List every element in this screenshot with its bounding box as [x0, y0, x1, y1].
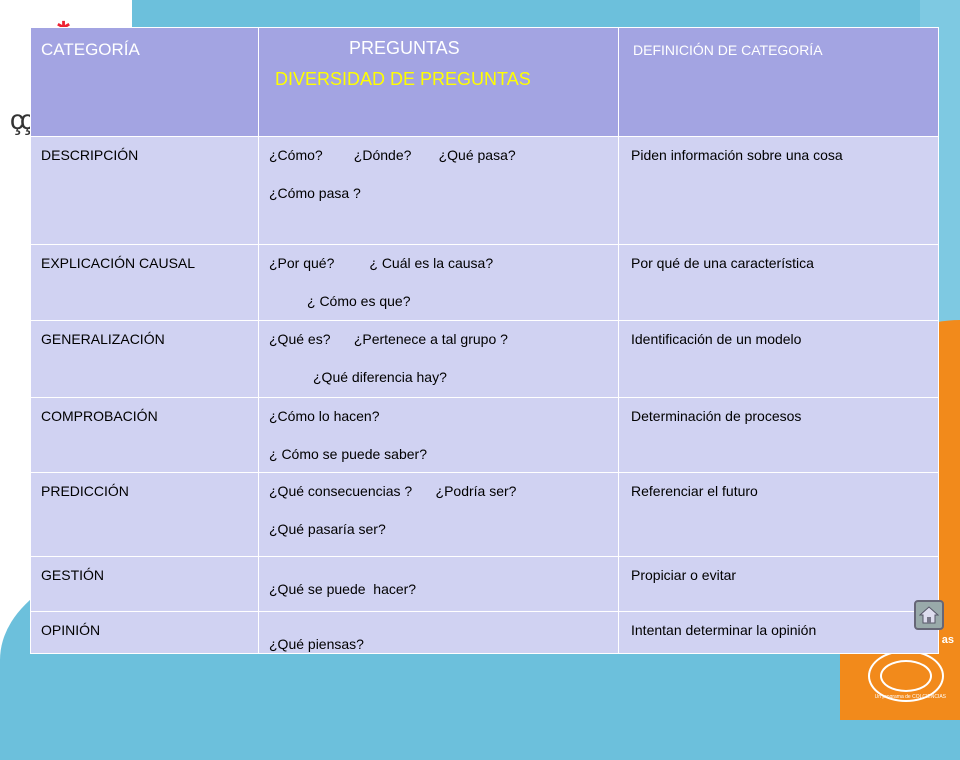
header-preguntas-title: PREGUNTAS — [349, 38, 460, 58]
row-preguntas — [259, 137, 619, 245]
row-definicion: Piden información sobre una cosa — [619, 137, 939, 245]
home-button[interactable] — [914, 600, 944, 630]
row-preguntas — [259, 245, 619, 321]
question-line-2: ¿Qué se puede hacer? — [269, 581, 417, 597]
table-row — [31, 473, 939, 557]
question-line-2: ¿Qué diferencia hay? — [313, 369, 447, 385]
row-preguntas — [259, 321, 619, 398]
header-categoria: CATEGORÍA — [31, 28, 259, 137]
header-preguntas — [259, 28, 619, 137]
row-preguntas — [259, 612, 619, 654]
logo-caption: Un programa de COLCIENCIAS — [874, 694, 946, 700]
question-line-2: ¿ Cómo es que? — [307, 293, 411, 309]
question-line-2: ¿ Cómo se puede saber? — [269, 446, 427, 462]
table-row — [31, 557, 939, 612]
header-definicion: DEFINICIÓN DE CATEGORÍA — [619, 28, 939, 137]
question-line-1: ¿Por qué? ¿ Cuál es la causa? — [269, 255, 494, 271]
row-definicion: Intentan determinar la opinión — [619, 612, 939, 654]
corner-text: as — [941, 634, 954, 646]
row-categoria: COMPROBACIÓN — [31, 398, 259, 473]
row-definicion: Por qué de una característica — [619, 245, 939, 321]
question-line-2: ¿Qué piensas? — [269, 636, 364, 652]
table-row — [31, 137, 939, 245]
decorative-glyph: çç — [10, 104, 30, 135]
home-icon — [919, 605, 939, 625]
row-definicion: Referenciar el futuro — [619, 473, 939, 557]
table-header-row — [31, 28, 939, 137]
table-row — [31, 612, 939, 654]
question-line-1: ¿Qué es? ¿Pertenece a tal grupo ? — [269, 331, 508, 347]
question-line-1: ¿Qué consecuencias ? ¿Podría ser? — [269, 483, 517, 499]
table-row — [31, 321, 939, 398]
question-line-2: ¿Qué pasaría ser? — [269, 521, 386, 537]
row-categoria: EXPLICACIÓN CAUSAL — [31, 245, 259, 321]
question-line-1: ¿Cómo lo hacen? — [269, 408, 380, 424]
row-definicion: Determinación de procesos — [619, 398, 939, 473]
question-line-1: ¿Cómo? ¿Dónde? ¿Qué pasa? — [269, 147, 516, 163]
row-categoria: GENERALIZACIÓN — [31, 321, 259, 398]
row-preguntas — [259, 398, 619, 473]
table-row — [31, 245, 939, 321]
question-line-2: ¿Cómo pasa ? — [269, 185, 361, 201]
row-categoria: PREDICCIÓN — [31, 473, 259, 557]
logo-inner-ring-icon — [880, 660, 932, 692]
row-definicion: Identificación de un modelo — [619, 321, 939, 398]
row-definicion: Propiciar o evitar — [619, 557, 939, 612]
categories-table — [30, 27, 939, 654]
row-categoria: GESTIÓN — [31, 557, 259, 612]
header-preguntas-subtitle: DIVERSIDAD DE PREGUNTAS — [275, 69, 531, 89]
row-preguntas — [259, 557, 619, 612]
row-preguntas — [259, 473, 619, 557]
row-categoria: OPINIÓN — [31, 612, 259, 654]
row-categoria: DESCRIPCIÓN — [31, 137, 259, 245]
table-row — [31, 398, 939, 473]
